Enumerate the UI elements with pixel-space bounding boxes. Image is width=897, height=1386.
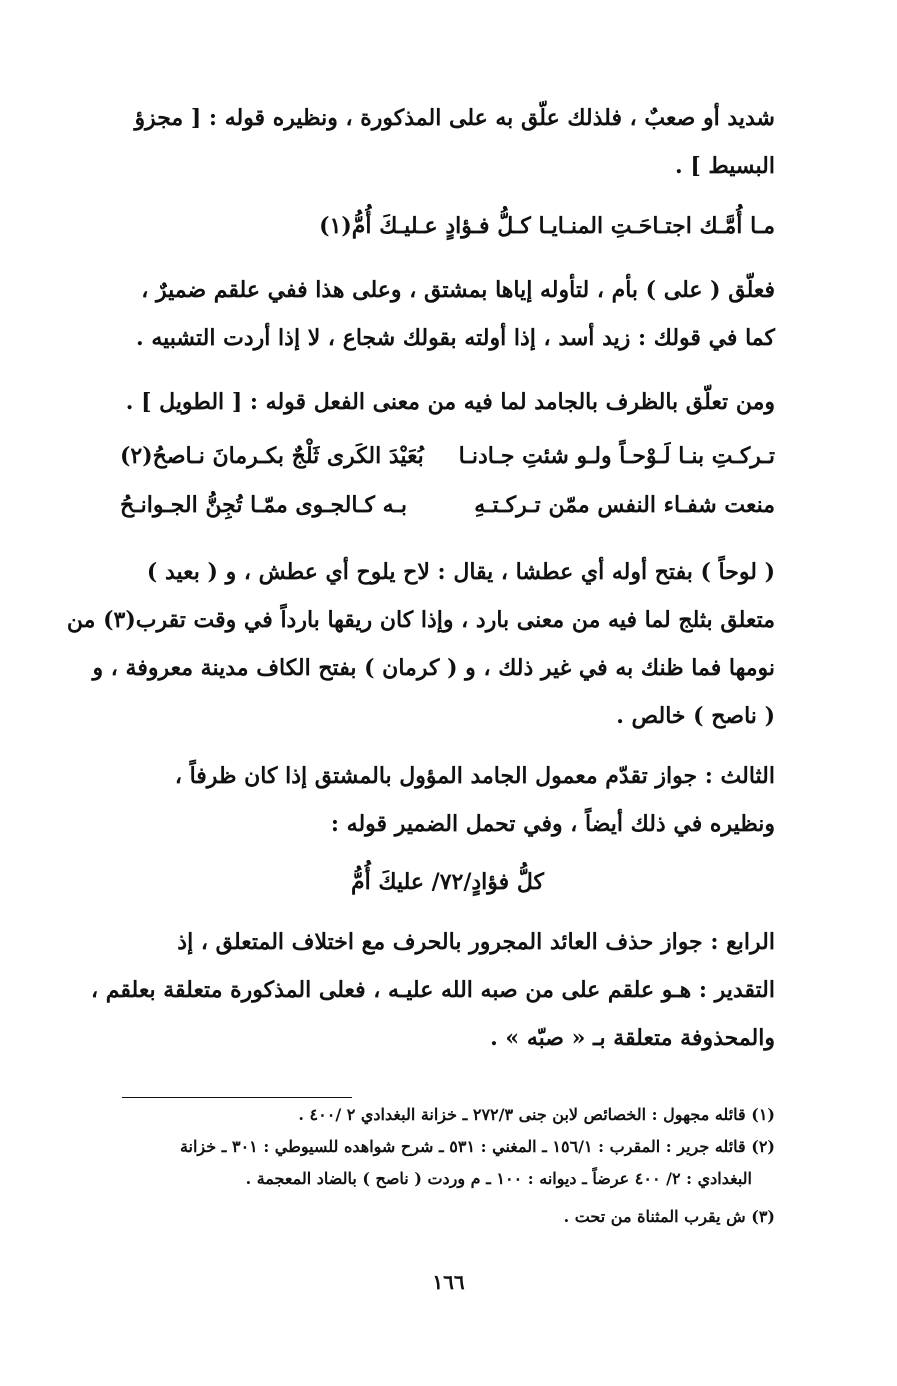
text-line-6: ( لوحاً ) بفتح أوله أي عطشا ، يقال : لاح يلوح أي عطش ، و ( بعيد ) xyxy=(146,559,775,585)
text-line-12: الرابع : جواز حذف العائد المجرور بالحرف مع اختلاف المتعلق ، إذ xyxy=(177,929,775,955)
footnote-3: (٣) ش يقرب المثناة من تحت . xyxy=(563,1207,775,1226)
text-line-8: نومها فما ظنك به في غير ذلك ، و ( كرمان ) بفتح الكاف مدينة معروفة ، و xyxy=(92,655,775,681)
verse-3-second-hemistich: بـه كـالجـوى ممّـا تُجِنُّ الجـوانـحُ xyxy=(120,492,407,518)
footnote-2-continued: البغدادي : ٢/ ٤٠٠ عرضاً ـ ديوانه : ١٠٠ ـ م وردت ( ناصح ) بالضاد المعجمة . xyxy=(245,1169,752,1188)
text-line-7: متعلق بثلج لما فيه من معنى بارد ، وإذا كان ريقها بارداً في وقت تقرب(٣) من xyxy=(66,607,775,633)
text-line-14: والمحذوفة متعلقة بـ « صبّه » . xyxy=(490,1025,775,1051)
footnote-2: (٢) قائله جرير : المقرب : ١٥٦/١ ـ المغني : ٥٣١ ـ شرح شواهده للسيوطي : ٣٠١ ـ خزانة xyxy=(179,1137,775,1156)
footnote-separator xyxy=(122,1097,352,1098)
quoted-hemistich: كلُّ فؤادٍ/٧٢/ عليكَ أُمُّ xyxy=(351,869,544,895)
verse-3-first-hemistich: منعت شفـاء النفس ممّن تـركـتـهِ xyxy=(474,492,775,518)
text-line-5: ومن تعلّق بالظرف بالجامد لما فيه من معنى الفعل قوله : [ الطويل ] . xyxy=(125,389,775,415)
text-line-1: شديد أو صعبٌ ، فلذلك علّق به على المذكورة ، ونظيره قوله : [ مجزؤ xyxy=(134,105,775,131)
text-line-11: ونظيره في ذلك أيضاً ، وفي تحمل الضمير قوله : xyxy=(330,811,775,837)
verse-1: مـا أُمَّـك اجتـاحَـتِ المنـايـا كـلُّ فـؤادٍ عـليـكَ أُمُّ(١) xyxy=(319,213,775,239)
text-line-13: التقدير : هـو علقم على من صبه الله عليـه ، فعلى المذكورة متعلقة بعلقم ، xyxy=(91,977,775,1003)
text-line-4: كما في قولك : زيد أسد ، إذا أولته بقولك شجاع ، لا إذا أردت التشبيه . xyxy=(136,325,775,351)
verse-2 xyxy=(120,443,775,477)
text-line-2: البسيط ] . xyxy=(675,153,775,179)
verse-3 xyxy=(120,492,775,526)
text-line-9: ( ناصح ) خالص . xyxy=(616,703,775,729)
footnote-1: (١) قائله مجهول : الخصائص لابن جنى ٢٧٢/٣ ـ خزانة البغدادي ٢ /٤٠٠ . xyxy=(298,1105,775,1124)
text-line-3: فعلّق ( على ) بأم ، لتأوله إياها بمشتق ، وعلى هذا ففي علقم ضميرٌ ، xyxy=(141,277,775,303)
text-line-10: الثالث : جواز تقدّم معمول الجامد المؤول بالمشتق إذا كان ظرفاً ، xyxy=(174,763,775,789)
page-number: ١٦٦ xyxy=(432,1270,465,1294)
verse-2-first-hemistich: تـركـتِ بنـا لَـوْحـاً ولـو شئتِ جـادنـا xyxy=(458,443,775,469)
verse-2-second-hemistich: بُعَيْدَ الكَرى ثَلْجٌ بكـرمانَ نـاصحُ(٢) xyxy=(120,443,424,469)
